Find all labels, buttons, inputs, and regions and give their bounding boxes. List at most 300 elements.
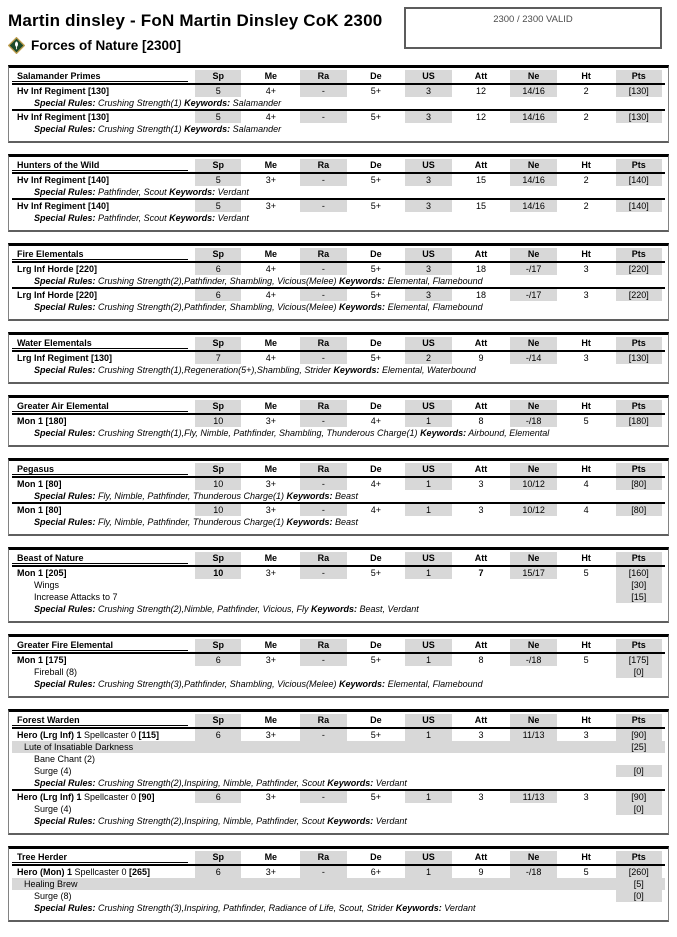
stat-cell: 18 xyxy=(476,264,487,275)
column-header: De xyxy=(370,159,382,170)
stat-cell: -/14 xyxy=(507,352,560,364)
keywords-label: Keywords: xyxy=(169,213,216,224)
keywords-label: Keywords: xyxy=(339,679,386,690)
column-header-cell xyxy=(402,552,455,565)
column-header: Att xyxy=(474,400,488,411)
column-header-cell xyxy=(507,463,560,476)
column-header: Att xyxy=(474,463,488,474)
item-row xyxy=(12,579,665,591)
column-header: Sp xyxy=(195,70,241,83)
stat-cell: 6 xyxy=(192,729,245,741)
stat-cell: - xyxy=(297,791,350,803)
stat-cell: - xyxy=(297,111,350,123)
stat-cell: 3 xyxy=(402,289,455,301)
stat-cell: 10/12 xyxy=(507,478,560,490)
keywords-text: Elemental, Flamebound xyxy=(387,679,483,690)
stat-cell: [90] xyxy=(612,791,665,803)
stat-cell: [160] xyxy=(612,567,665,579)
stat-cell: 6 xyxy=(192,654,245,666)
unit-name: Water Elementals xyxy=(12,336,192,350)
special-rules-row xyxy=(12,490,665,502)
column-header-cell xyxy=(455,463,508,476)
stat-cell: 3+ xyxy=(265,505,276,516)
stat-cell: 3 xyxy=(402,111,455,123)
column-header: US xyxy=(405,552,451,565)
unit-name: Pegasus xyxy=(12,462,192,476)
stat-cell: 14/16 xyxy=(507,200,560,212)
stat-cell: 1 xyxy=(402,478,455,490)
column-header-cell xyxy=(350,552,403,565)
stat-cell: - xyxy=(297,85,350,97)
entry-stat-row xyxy=(12,567,665,579)
item-row xyxy=(12,666,665,678)
column-header-cell xyxy=(297,70,350,83)
column-header: Att xyxy=(474,714,488,725)
stat-cell: 14/16 xyxy=(507,174,560,186)
unit-header-row xyxy=(12,850,665,866)
stat-cell: 4+ xyxy=(370,505,382,516)
column-header-cell xyxy=(455,400,508,413)
stat-cell: 5+ xyxy=(370,792,382,803)
stat-cell: 3+ xyxy=(265,479,276,490)
item-points: [5] xyxy=(616,878,662,890)
stat-cell: 5 xyxy=(192,174,245,186)
column-header-cell xyxy=(560,400,613,413)
special-rules-row xyxy=(12,186,665,198)
item-name: Bane Chant (2) xyxy=(34,754,96,765)
column-header-cell xyxy=(245,400,298,413)
column-header-cell xyxy=(350,400,403,413)
stat-cell: 4+ xyxy=(370,416,382,427)
column-header: Me xyxy=(264,463,278,474)
stat-cell: 3+ xyxy=(265,568,276,579)
special-rules-text: Fly, Nimble, Pathfinder, Thunderous Charge(1) xyxy=(98,517,284,528)
stat-cell: 3 xyxy=(583,264,589,275)
item-points: [25] xyxy=(616,741,662,753)
column-header: Ne xyxy=(510,463,556,476)
column-header-cell xyxy=(507,248,560,261)
stat-cell: - xyxy=(297,654,350,666)
unit-header-row xyxy=(12,638,665,654)
column-header: Me xyxy=(264,714,278,725)
column-header: Pts xyxy=(616,714,662,727)
column-header: Sp xyxy=(195,714,241,727)
column-header: Att xyxy=(474,851,488,862)
column-header-cell xyxy=(455,714,508,727)
unit-table xyxy=(8,65,669,143)
stat-cell: -/17 xyxy=(507,289,560,301)
column-header-cell xyxy=(612,159,665,172)
stat-cell: 18 xyxy=(476,290,487,301)
column-header: US xyxy=(405,851,451,864)
stat-cell: 1 xyxy=(402,866,455,878)
column-header: US xyxy=(405,714,451,727)
stat-cell: 5+ xyxy=(370,290,382,301)
column-header-cell xyxy=(507,400,560,413)
column-header-cell xyxy=(560,248,613,261)
stat-cell: [180] xyxy=(612,415,665,427)
column-header: US xyxy=(405,639,451,652)
special-rules-text: Crushing Strength(2),Inspiring, Nimble, Pathfinder, Scout xyxy=(98,816,325,827)
points-valid-box xyxy=(404,7,662,49)
column-header-cell xyxy=(612,463,665,476)
column-header-cell xyxy=(350,851,403,864)
special-rules-text: Crushing Strength(1),Fly, Nimble, Pathfinder, Shambling, Thunderous Charge(1) xyxy=(98,428,418,439)
column-header-cell xyxy=(245,851,298,864)
unit-header-row xyxy=(12,551,665,567)
stat-cell: 3 xyxy=(478,505,484,516)
column-header-cell xyxy=(560,70,613,83)
stat-cell: 15 xyxy=(476,175,487,186)
stat-cell: 2 xyxy=(583,175,589,186)
stat-cell: 3 xyxy=(402,200,455,212)
stat-cell: 3 xyxy=(583,353,589,364)
unit-table xyxy=(8,634,669,698)
entry-stat-row xyxy=(12,789,665,803)
stat-cell: 4+ xyxy=(265,86,276,97)
unit-name: Greater Air Elemental xyxy=(12,399,192,413)
item-name: Wings xyxy=(34,580,60,591)
special-rules-label: Special Rules: xyxy=(34,187,96,198)
stat-cell: 8 xyxy=(478,655,484,666)
entry-name: Hv Inf Regiment [130] xyxy=(17,112,110,123)
column-header-cell xyxy=(560,463,613,476)
item-points: [15] xyxy=(616,591,662,603)
stat-cell: 3 xyxy=(402,174,455,186)
keywords-text: Verdant xyxy=(217,187,249,198)
keywords-text: Beast, Verdant xyxy=(359,604,419,615)
special-rules-label: Special Rules: xyxy=(34,778,96,789)
keywords-text: Verdant xyxy=(444,903,476,914)
column-header-cell xyxy=(297,714,350,727)
stat-cell: 15 xyxy=(476,201,487,212)
stat-cell: 12 xyxy=(476,86,487,97)
special-rules-row xyxy=(12,275,665,287)
column-header: US xyxy=(405,70,451,83)
column-header-cell xyxy=(455,159,508,172)
column-header-cell xyxy=(560,639,613,652)
column-header-cell xyxy=(192,70,245,83)
column-header-cell xyxy=(192,552,245,565)
special-rules-text: Crushing Strength(2),Nimble, Pathfinder, Vicious, Fly xyxy=(98,604,309,615)
stat-cell: [140] xyxy=(612,200,665,212)
special-rules-label: Special Rules: xyxy=(34,903,96,914)
column-header: Sp xyxy=(195,639,241,652)
stat-cell: -/18 xyxy=(507,866,560,878)
item-name: Surge (8) xyxy=(34,891,72,902)
stat-cell: 9 xyxy=(478,353,484,364)
column-header: Ht xyxy=(581,337,591,348)
column-header: De xyxy=(370,400,382,411)
stat-cell: 6+ xyxy=(370,867,382,878)
column-header: Ht xyxy=(581,714,591,725)
keywords-text: Verdant xyxy=(217,213,249,224)
item-row xyxy=(12,803,665,815)
column-header: Ht xyxy=(581,463,591,474)
column-header: De xyxy=(370,248,382,259)
stat-cell: 5+ xyxy=(370,201,382,212)
stat-cell: 3+ xyxy=(265,175,276,186)
column-header-cell xyxy=(560,337,613,350)
stat-cell: 4+ xyxy=(265,112,276,123)
column-header-cell xyxy=(245,159,298,172)
column-header-cell xyxy=(245,70,298,83)
entry-stat-row xyxy=(12,287,665,301)
column-header-cell xyxy=(507,851,560,864)
special-rules-label: Special Rules: xyxy=(34,816,96,827)
unit-table xyxy=(8,243,669,321)
special-rules-row xyxy=(12,427,665,439)
column-header-cell xyxy=(350,70,403,83)
column-header: Ht xyxy=(581,159,591,170)
stat-cell: 4+ xyxy=(265,264,276,275)
stat-cell: 5+ xyxy=(370,353,382,364)
column-header: Sp xyxy=(195,552,241,565)
stat-cell: 2 xyxy=(583,86,589,97)
column-header: Pts xyxy=(616,639,662,652)
stat-cell: [130] xyxy=(612,111,665,123)
special-rules-label: Special Rules: xyxy=(34,604,96,615)
stat-cell: 11/13 xyxy=(507,729,560,741)
stat-cell: 5+ xyxy=(370,264,382,275)
column-header: Sp xyxy=(195,463,241,476)
keywords-label: Keywords: xyxy=(184,98,231,109)
column-header: Ra xyxy=(300,248,346,261)
column-header-cell xyxy=(350,248,403,261)
column-header-cell xyxy=(560,552,613,565)
stat-cell: [80] xyxy=(612,478,665,490)
column-header: Me xyxy=(264,159,278,170)
column-header: Me xyxy=(264,70,278,81)
column-header: De xyxy=(370,714,382,725)
stat-cell: 3 xyxy=(583,730,589,741)
column-header-cell xyxy=(507,552,560,565)
stat-cell: 1 xyxy=(402,504,455,516)
column-header-cell xyxy=(560,851,613,864)
column-header: Me xyxy=(264,552,278,563)
special-rules-row xyxy=(12,678,665,690)
stat-cell: 6 xyxy=(192,289,245,301)
column-header-cell xyxy=(245,248,298,261)
column-header: Ne xyxy=(510,337,556,350)
column-header-cell xyxy=(297,337,350,350)
stat-cell: 3 xyxy=(402,85,455,97)
stat-cell: 3 xyxy=(402,263,455,275)
column-header-cell xyxy=(402,248,455,261)
unit-header-row xyxy=(12,158,665,174)
column-header-cell xyxy=(507,337,560,350)
column-header-cell xyxy=(245,552,298,565)
entry-name: Hero (Mon) 1 Spellcaster 0 [265] xyxy=(17,867,151,878)
stat-cell: 1 xyxy=(402,791,455,803)
column-header: US xyxy=(405,400,451,413)
special-rules-text: Crushing Strength(3),Inspiring, Pathfinder, Radiance of Life, Scout, Strider xyxy=(98,903,394,914)
column-header-cell xyxy=(560,159,613,172)
stat-cell: -/17 xyxy=(507,263,560,275)
column-header: Me xyxy=(264,248,278,259)
column-header-cell xyxy=(402,851,455,864)
special-rules-text: Fly, Nimble, Pathfinder, Thunderous Charge(1) xyxy=(98,491,284,502)
column-header-cell xyxy=(455,337,508,350)
stat-cell: 5+ xyxy=(370,86,382,97)
column-header-cell xyxy=(612,639,665,652)
column-header: Sp xyxy=(195,248,241,261)
entry-name: Mon 1 [205] xyxy=(17,568,67,579)
item-row xyxy=(12,591,665,603)
stat-cell: - xyxy=(297,174,350,186)
keywords-text: Elemental, Flamebound xyxy=(387,276,483,287)
stat-cell: 5 xyxy=(583,655,589,666)
keywords-label: Keywords: xyxy=(339,302,386,313)
special-rules-row xyxy=(12,123,665,135)
stat-cell: 14/16 xyxy=(507,85,560,97)
stat-cell: 3+ xyxy=(265,730,276,741)
column-header: Sp xyxy=(195,159,241,172)
entry-stat-row xyxy=(12,109,665,123)
column-header: De xyxy=(370,70,382,81)
item-row xyxy=(12,765,665,777)
special-rules-text: Pathfinder, Scout xyxy=(98,187,167,198)
column-header: Ne xyxy=(510,714,556,727)
stat-cell: 5+ xyxy=(370,655,382,666)
stat-cell: [260] xyxy=(612,866,665,878)
column-header: Sp xyxy=(195,400,241,413)
column-header: Ht xyxy=(581,248,591,259)
stat-cell: -/18 xyxy=(507,654,560,666)
column-header: Pts xyxy=(616,400,662,413)
stat-cell: 3+ xyxy=(265,655,276,666)
keywords-text: Airbound, Elemental xyxy=(468,428,550,439)
item-row xyxy=(12,890,665,902)
item-name: Surge (4) xyxy=(34,766,72,777)
special-rules-label: Special Rules: xyxy=(34,302,96,313)
column-header-cell xyxy=(245,463,298,476)
column-header-cell xyxy=(612,248,665,261)
stat-cell: 11/13 xyxy=(507,791,560,803)
keywords-text: Verdant xyxy=(375,778,407,789)
entry-stat-row xyxy=(12,866,665,878)
column-header-cell xyxy=(455,851,508,864)
special-rules-row xyxy=(12,301,665,313)
column-header: Ra xyxy=(300,639,346,652)
column-header: Att xyxy=(474,248,488,259)
stat-cell: [80] xyxy=(612,504,665,516)
column-header: Att xyxy=(474,70,488,81)
entry-name: Mon 1 [180] xyxy=(17,416,67,427)
column-header: US xyxy=(405,337,451,350)
column-header: Me xyxy=(264,400,278,411)
item-points: [30] xyxy=(616,579,662,591)
entry-name: Hero (Lrg Inf) 1 Spellcaster 0 [90] xyxy=(17,792,155,803)
column-header-cell xyxy=(245,714,298,727)
keywords-label: Keywords: xyxy=(339,276,386,287)
keywords-text: Salamander xyxy=(232,98,282,109)
stat-cell: 3 xyxy=(478,479,484,490)
column-header-cell xyxy=(455,552,508,565)
entry-name: Lrg Inf Regiment [130] xyxy=(17,353,113,364)
entry-name: Hv Inf Regiment [130] xyxy=(17,86,110,97)
column-header: De xyxy=(370,552,382,563)
column-header: Att xyxy=(474,552,488,563)
stat-cell: [175] xyxy=(612,654,665,666)
column-header: Ne xyxy=(510,248,556,261)
stat-cell: 4+ xyxy=(370,479,382,490)
item-points-cell xyxy=(612,591,665,603)
item-points: [0] xyxy=(616,890,662,902)
stat-cell: 4 xyxy=(583,479,589,490)
column-header-cell xyxy=(402,400,455,413)
unit-name: Greater Fire Elemental xyxy=(12,638,192,652)
column-header-cell xyxy=(192,851,245,864)
column-header-cell xyxy=(192,463,245,476)
item-name: Lute of Insatiable Darkness xyxy=(24,742,134,753)
column-header-cell xyxy=(192,714,245,727)
special-rules-row xyxy=(12,212,665,224)
column-header: Ra xyxy=(300,851,346,864)
stat-cell: - xyxy=(297,352,350,364)
column-header-cell xyxy=(612,552,665,565)
stat-cell: 5+ xyxy=(370,112,382,123)
column-header-cell xyxy=(507,70,560,83)
column-header: Pts xyxy=(616,552,662,565)
stat-cell: [90] xyxy=(612,729,665,741)
stat-cell: 3 xyxy=(583,792,589,803)
item-points: [0] xyxy=(616,765,662,777)
entry-stat-row xyxy=(12,729,665,741)
special-rules-label: Special Rules: xyxy=(34,213,96,224)
stat-cell: 6 xyxy=(192,866,245,878)
stat-cell: 10 xyxy=(192,415,245,427)
column-header-cell xyxy=(192,248,245,261)
item-name: Surge (4) xyxy=(34,804,72,815)
column-header-cell xyxy=(297,248,350,261)
stat-cell: [220] xyxy=(612,289,665,301)
item-name: Increase Attacks to 7 xyxy=(34,592,118,603)
keywords-label: Keywords: xyxy=(169,187,216,198)
page-title: Martin dinsley - FoN Martin Dinsley CoK 2300 xyxy=(8,11,383,30)
stat-cell: 10 xyxy=(192,504,245,516)
column-header-cell xyxy=(350,159,403,172)
unit-table xyxy=(8,547,669,623)
special-rules-label: Special Rules: xyxy=(34,98,96,109)
stat-cell: 4 xyxy=(583,505,589,516)
stat-cell: 2 xyxy=(402,352,455,364)
special-rules-label: Special Rules: xyxy=(34,491,96,502)
stat-cell: 7 xyxy=(192,352,245,364)
unit-header-row xyxy=(12,713,665,729)
keywords-text: Verdant xyxy=(375,816,407,827)
entry-stat-row xyxy=(12,174,665,186)
column-header: Att xyxy=(474,159,488,170)
column-header: De xyxy=(370,851,382,862)
column-header: Ne xyxy=(510,400,556,413)
stat-cell: - xyxy=(297,567,350,579)
column-header-cell xyxy=(297,639,350,652)
keywords-label: Keywords: xyxy=(286,491,333,502)
stat-cell: 14/16 xyxy=(507,111,560,123)
column-header: US xyxy=(405,159,451,172)
column-header-cell xyxy=(350,714,403,727)
stat-cell: 7 xyxy=(478,568,484,579)
stat-cell: 8 xyxy=(478,416,484,427)
entry-stat-row xyxy=(12,478,665,490)
stat-cell: - xyxy=(297,263,350,275)
unit-table xyxy=(8,332,669,384)
column-header-cell xyxy=(402,337,455,350)
column-header: Pts xyxy=(616,159,662,172)
special-rules-row xyxy=(12,815,665,827)
column-header-cell xyxy=(192,159,245,172)
